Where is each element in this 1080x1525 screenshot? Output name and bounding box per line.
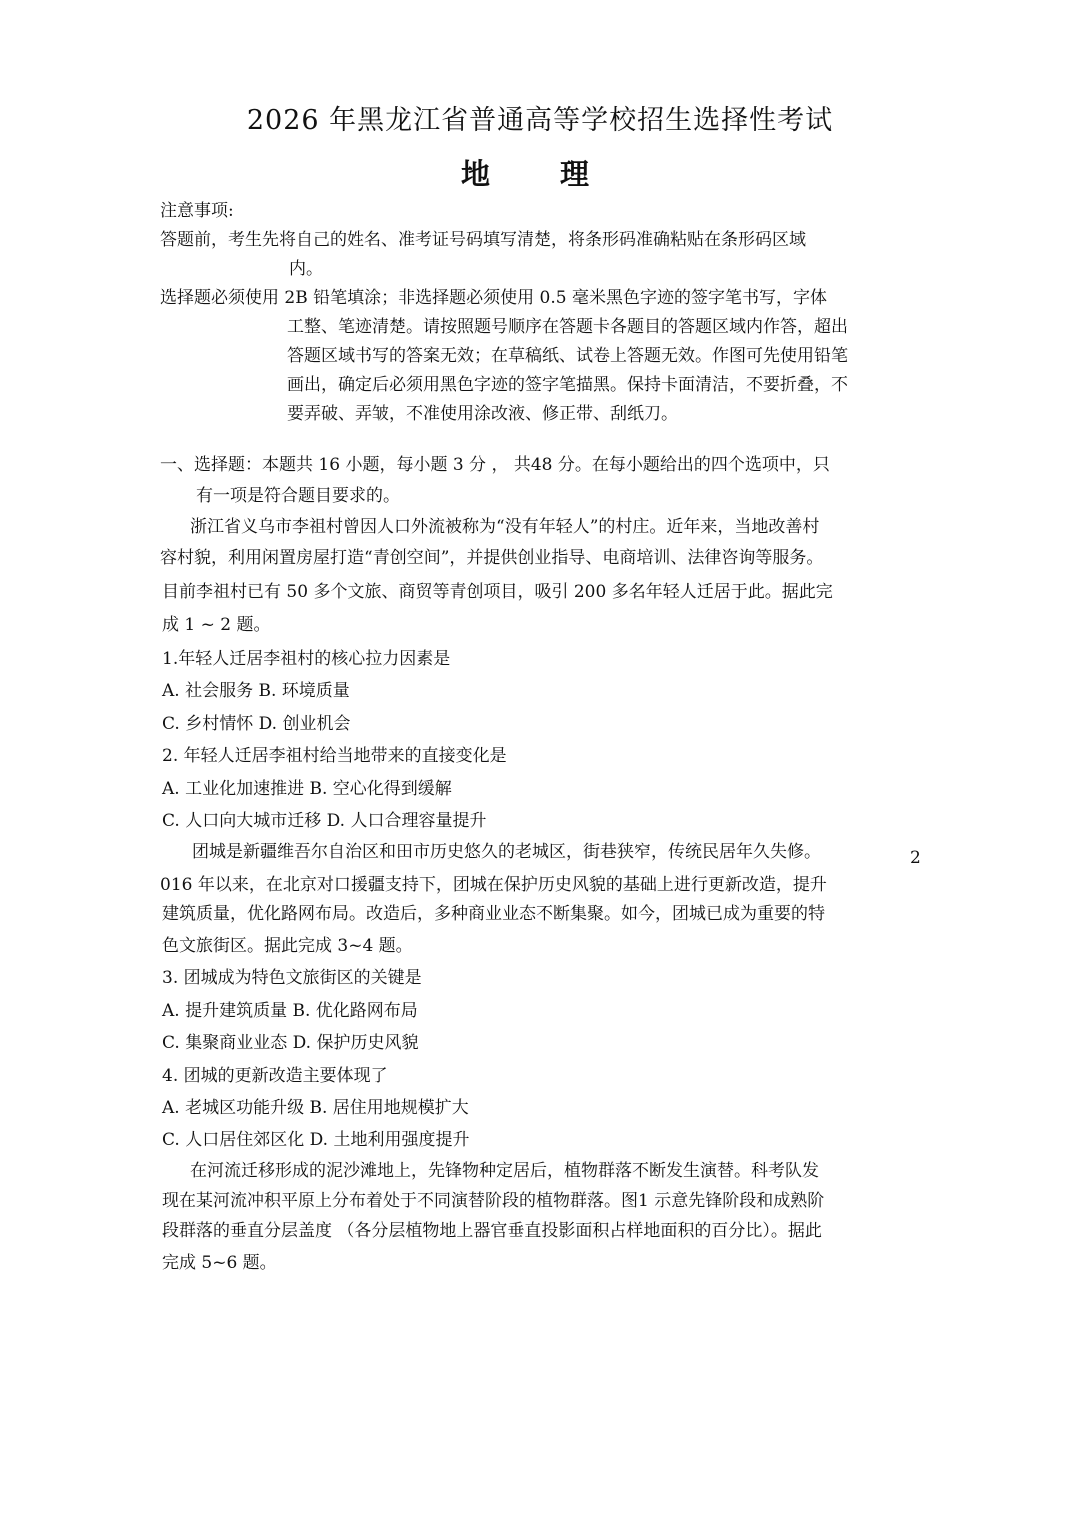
section-heading-cont: 有一项是符合题目要求的。 [196,486,400,506]
question-stem: 3. 团城成为特色文旅街区的关键是 [162,968,422,988]
note-line: 选择题必须使用 2B 铅笔填涂；非选择题必须使用 0.5 毫米黑色字迹的签字笔书写，字体 [160,288,827,308]
passage-line: 016 年以来，在北京对口援疆支持下，团城在保护历史风貌的基础上进行更新改造，提升 [160,875,827,895]
passage-line: 成 1 ~ 2 题。 [162,615,271,635]
option-row: C. 集聚商业业态 D. 保护历史风貌 [162,1033,419,1053]
option-row: C. 人口向大城市迁移 D. 人口合理容量提升 [162,811,487,831]
note-line: 内。 [289,259,323,279]
note-line: 画出，确定后必须用黑色字迹的签字笔描黑。保持卡面清洁，不要折叠，不 [287,375,848,395]
question-stem: 4. 团城的更新改造主要体现了 [162,1066,388,1086]
passage-line: 团城是新疆维吾尔自治区和田市历史悠久的老城区，街巷狭窄，传统民居年久失修。 [192,842,821,862]
passage-line: 浙江省义乌市李祖村曾因人口外流被称为“没有年轻人”的村庄。近年来，当地改善村 [190,517,820,537]
note-line: 答题前，考生先将自己的姓名、准考证号码填写清楚，将条形码准确粘贴在条形码区域 [160,230,806,250]
subject-title: 地 理 [460,157,620,191]
passage-line: 在河流迁移形成的泥沙滩地上，先锋物种定居后，植物群落不断发生演替。科考队发 [190,1161,819,1181]
section-heading: 一、选择题：本题共 16 小题，每小题 3 分 ， 共48 分。在每小题给出的四个选项中，只 [160,455,830,475]
option-row: A. 工业化加速推进 B. 空心化得到缓解 [162,779,452,799]
notes-heading: 注意事项: [160,201,234,221]
passage-line: 现在某河流冲积平原上分布着处于不同演替阶段的植物群落。图1 示意先锋阶段和成熟阶 [162,1191,825,1211]
option-row: C. 乡村情怀 D. 创业机会 [162,714,351,734]
option-row: A. 提升建筑质量 B. 优化路网布局 [162,1001,418,1021]
option-row: C. 人口居住郊区化 D. 土地利用强度提升 [162,1130,470,1150]
note-line: 答题区域书写的答案无效；在草稿纸、试卷上答题无效。作图可先使用铅笔 [287,346,848,366]
note-line: 要弄破、弄皱，不准使用涂改液、修正带、刮纸刀。 [287,404,678,424]
option-row: A. 老城区功能升级 B. 居住用地规模扩大 [162,1098,469,1118]
passage-line: 建筑质量，优化路网布局。改造后，多种商业业态不断集聚。如今，团城已成为重要的特 [162,904,825,924]
page-title: 2026 年黑龙江省普通高等学校招生选择性考试 [246,105,834,136]
passage-line: 完成 5~6 题。 [162,1253,277,1273]
passage-line: 目前李祖村已有 50 多个文旅、商贸等青创项目，吸引 200 多名年轻人迁居于此。据此完 [162,582,833,602]
passage-line: 色文旅街区。据此完成 3~4 题。 [162,936,413,956]
option-row: A. 社会服务 B. 环境质量 [162,681,350,701]
question-stem: 2. 年轻人迁居李祖村给当地带来的直接变化是 [162,746,507,766]
note-line: 工整、笔迹清楚。请按照题号顺序在答题卡各题目的答题区域内作答，超出 [287,317,848,337]
passage-line-fragment: 2 [910,848,921,868]
passage-line: 段群落的垂直分层盖度 （各分层植物地上器官垂直投影面积占样地面积的百分比）。据此 [162,1221,822,1241]
passage-line: 容村貌，利用闲置房屋打造“青创空间”，并提供创业指导、电商培训、法律咨询等服务。 [160,548,824,568]
question-stem: 1.年轻人迁居李祖村的核心拉力因素是 [162,649,451,669]
